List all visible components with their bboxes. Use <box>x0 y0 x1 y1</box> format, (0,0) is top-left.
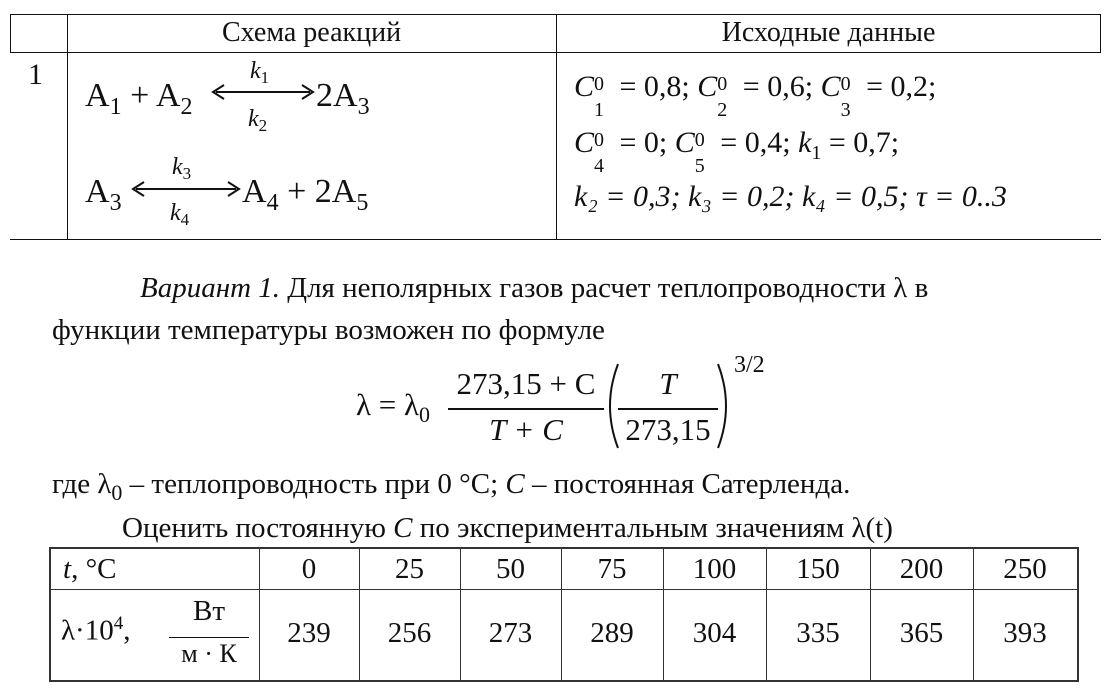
formula-exponent: 3/2 <box>734 352 765 378</box>
variant-paragraph-line-1: Вариант 1. Для неполярных газов расчет теплопроводности λ в <box>140 272 929 304</box>
temperature-cell: 250 <box>1003 553 1047 585</box>
rate-constant-k2: $k_2$ <box>248 106 268 135</box>
lambda-cell: 393 <box>1003 617 1047 649</box>
temperature-cell: 75 <box>597 553 627 585</box>
lambda-cell: 239 <box>287 617 331 649</box>
temperature-cell: 100 <box>692 553 737 585</box>
reaction-1-left: $A_1 + A_2$ <box>85 77 193 120</box>
lambda-cell: 365 <box>899 617 944 649</box>
where-line: где $\lambda_0$ – теплопроводность при 0 °C; C – постоянная Сатерленда. <box>52 468 851 505</box>
rate-constant-k3: $k_3$ <box>172 154 192 183</box>
header-initial-data: Исходные данные <box>721 17 936 48</box>
reaction-2-right: $A_4 + 2A_5$ <box>242 173 369 216</box>
rate-constant-k4: $k_4$ <box>170 200 190 229</box>
header-reaction-scheme: Схема реакций <box>221 17 402 48</box>
lambda-unit-denominator: м · К <box>181 639 237 668</box>
task-line: Оценить постоянную C по экспериментальным значениям λ(t) <box>122 512 893 544</box>
formula-numerator-1: 273,15 + C <box>456 366 596 401</box>
temperature-label: t, °C <box>63 553 117 585</box>
initial-data-line-1: C 0 1 = 0,8; C 0 2 = 0,6; C 0 3 = 0,2; <box>574 70 937 121</box>
formula-lhs: $\lambda = \lambda_0$ <box>356 387 431 428</box>
initial-data-line-3: k₂ = 0,3; k₃ = 0,2; k₄ = 0,5; τ = 0..3 <box>574 180 1007 213</box>
temperature-cell: 200 <box>899 553 944 585</box>
lambda-cell: 289 <box>590 617 634 649</box>
initial-data-line-2: C 0 4 = 0; C 0 5 = 0,4; $k_1 = 0,7$; <box>574 126 900 177</box>
reaction-2-left: $A_3$ <box>85 173 122 216</box>
row-number: 1 <box>28 58 43 91</box>
experimental-data-table <box>49 547 1079 682</box>
lambda-label: $\lambda\cdot 10^4$, <box>61 613 131 647</box>
formula-numerator-2: T <box>659 366 677 401</box>
temperature-cell: 150 <box>796 553 840 585</box>
lambda-cell: 256 <box>387 617 432 649</box>
formula-denominator-2: 273,15 <box>625 412 711 447</box>
lambda-unit-numerator: Вт <box>192 595 226 627</box>
reaction-1-right: $2A_3$ <box>316 77 370 120</box>
temperature-cell: 50 <box>496 553 525 585</box>
formula-denominator-1: T + C <box>489 412 563 447</box>
lambda-cell: 304 <box>692 617 737 649</box>
lambda-cell: 335 <box>796 617 840 649</box>
temperature-cell: 25 <box>395 553 424 585</box>
reaction-table <box>10 14 1101 240</box>
temperature-cell: 0 <box>301 553 317 585</box>
variant-paragraph-line-2: функции температуры возможен по формуле <box>52 314 605 346</box>
lambda-cell: 273 <box>488 617 533 649</box>
rate-constant-k1: $k_1$ <box>250 58 270 87</box>
